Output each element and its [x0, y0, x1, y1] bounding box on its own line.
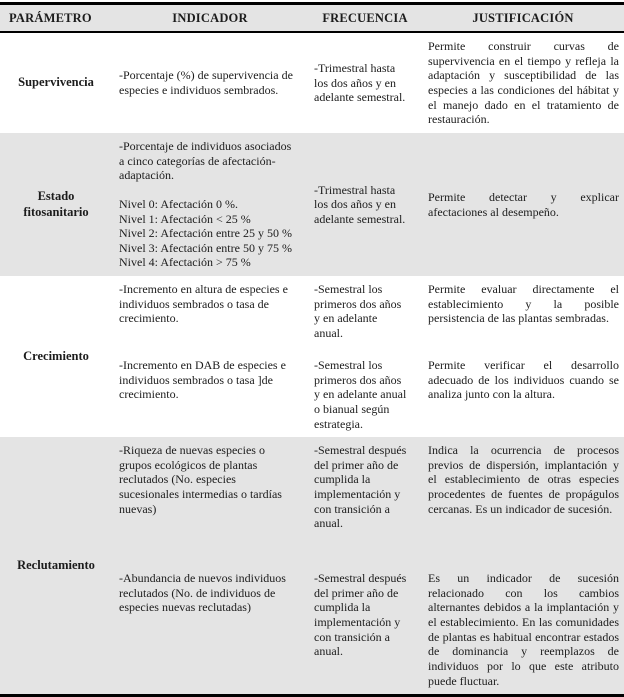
justificacion-item: Permite detectar y explicar afectaciones al desempeño.	[428, 189, 619, 219]
justificacion-cell	[422, 33, 624, 133]
parametro-cell: Reclutamiento	[17, 557, 95, 572]
header-justificacion: JUSTIFICACIÓN	[472, 10, 574, 25]
nivel-4-line: Nivel 4: Afectación > 75 %	[119, 255, 251, 270]
monitoring-indicators-table	[0, 2, 624, 697]
frecuencia-item: -Semestral después del primer año de cumplida la implementación y con transición a anual.	[314, 571, 407, 659]
nivel-3-line: Nivel 3: Afectación entre 50 y 75 %	[119, 240, 292, 255]
parametro-cell: Estado fitosanitario	[23, 188, 89, 219]
nivel-0-line: Nivel 0: Afectación 0 %.	[119, 196, 238, 211]
frecuencia-cell	[308, 437, 422, 565]
header-frecuencia: FRECUENCIA	[322, 10, 408, 25]
nivel-2-line: Nivel 2: Afectación entre 25 y 50 %	[119, 226, 292, 241]
header-indicador: INDICADOR	[172, 10, 248, 25]
indicador-cell	[112, 133, 308, 276]
justificacion-item: Permite evaluar directamente el establecimiento y la posible persistencia de las plantas sembradas.	[428, 282, 619, 326]
frecuencia-item: -Trimestral hasta los dos años y en adelante semestral.	[314, 61, 406, 105]
row-estado-fitosanitario	[0, 133, 624, 276]
justificacion-cell	[422, 352, 624, 437]
frecuencia-item: -Semestral los primeros dos años y en adelante anual o bianual según estrategia.	[314, 358, 407, 431]
frecuencia-cell	[308, 565, 422, 694]
frecuencia-cell	[308, 133, 422, 276]
frecuencia-cell	[308, 33, 422, 133]
indicador-cell	[112, 565, 308, 694]
indicador-item: -Porcentaje de individuos asociados a cinco categorías de afectación-adaptación.	[119, 139, 292, 183]
justificacion-cell	[422, 276, 624, 352]
justificacion-item: Permite verificar el desarrollo adecuado de los individuos cuando se analiza junto con la altura.	[428, 358, 619, 402]
frecuencia-item: -Semestral los primeros dos años y en adelante anual.	[314, 282, 402, 340]
indicador-item: -Porcentaje (%) de supervivencia de especies e individuos sembrados.	[119, 68, 293, 97]
indicador-cell	[112, 352, 308, 437]
row-crecimiento	[0, 276, 624, 437]
indicador-cell	[112, 276, 308, 352]
frecuencia-cell	[308, 276, 422, 352]
justificacion-item: Es un indicador de sucesión relacionado con los cambios alternantes debidos a la implantación y el establecimiento. En las comunidades de plantas es habitual encontrar estados de dominancia y reemplazos de individuos por lo que este atributo puede fluctuar.	[428, 571, 619, 688]
frecuencia-cell	[308, 352, 422, 437]
parametro-cell: Crecimiento	[23, 348, 89, 363]
table-header-row	[0, 5, 624, 33]
indicador-cell	[112, 33, 308, 133]
indicador-item: -Incremento en DAB de especies e individuos sembrados o tasa ]de crecimiento.	[119, 358, 286, 402]
justificacion-item: Indica la ocurrencia de procesos previos de dispersión, implantación y el establecimiento de otras especies procedentes de fuentes de propágulos cercanas. Es un indicador de sucesión.	[428, 443, 619, 516]
justificacion-cell	[422, 565, 624, 694]
indicador-item: -Riqueza de nuevas especies o grupos ecológicos de plantas reclutados (No. especies sucesionales intermedias o tardías nuevas)	[119, 443, 282, 516]
header-parametro: PARÁMETRO	[9, 10, 92, 25]
row-supervivencia	[0, 33, 624, 133]
row-reclutamiento	[0, 437, 624, 694]
justificacion-item: Permite construir curvas de supervivencia en el tiempo y refleja la adaptación y susceptibilidad de las especies a las condiciones del hábitat y el manejo dado en el tratamiento de restauración.	[428, 39, 619, 127]
frecuencia-item: -Trimestral hasta los dos años y en adelante semestral.	[314, 182, 406, 226]
frecuencia-item: -Semestral después del primer año de cumplida la implementación y con transición a anual.	[314, 443, 407, 531]
justificacion-cell	[422, 437, 624, 565]
parametro-cell: Supervivencia	[18, 75, 94, 90]
nivel-1-line: Nivel 1: Afectación < 25 %	[119, 211, 251, 226]
indicador-cell	[112, 437, 308, 565]
justificacion-cell	[422, 133, 624, 276]
indicador-item: -Incremento en altura de especies e individuos sembrados o tasa de crecimiento.	[119, 282, 288, 326]
indicador-item: -Abundancia de nuevos individuos reclutados (No. de individuos de especies nuevas reclutadas)	[119, 571, 286, 615]
